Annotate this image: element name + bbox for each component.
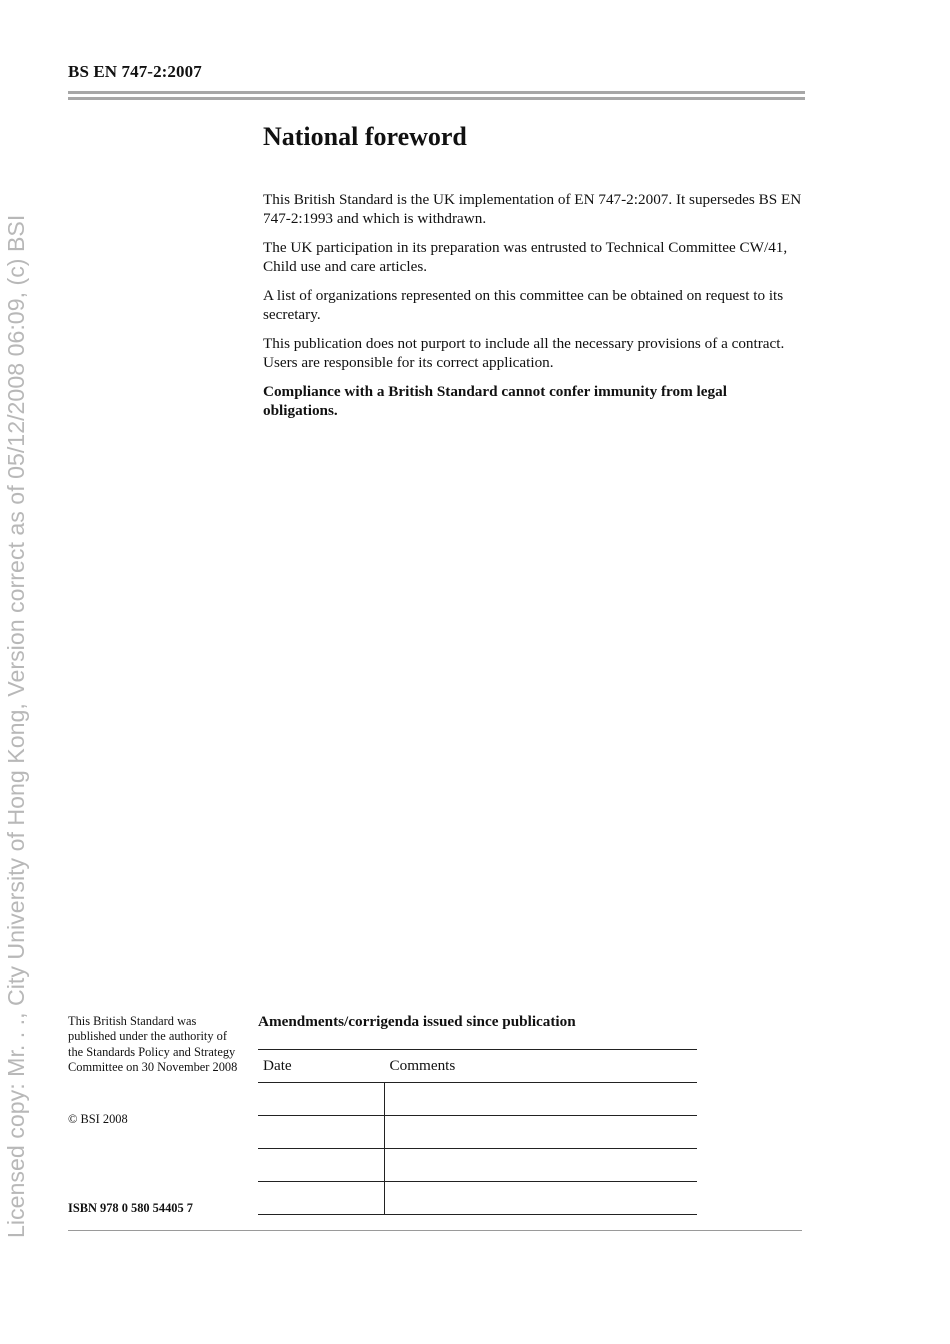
foreword-paragraph-provisions: This publication does not purport to include all the necessary provisions of a contract. Users are responsible for its correct application. xyxy=(263,335,785,371)
foreword-paragraph-organizations: A list of organizations represented on this committee can be obtained on request to its secretary. xyxy=(263,287,784,323)
license-watermark: Licensed copy: Mr. . ., City University of Hong Kong, Version correct as of 05/12/2008 06:09, (c) BSI xyxy=(3,214,29,1238)
foreword-paragraph-implementation: This British Standard is the UK implementation of EN 747-2:2007. It supersedes BS EN 747-2:1993 and which is withdrawn. xyxy=(263,191,802,227)
header-rule-top xyxy=(68,91,805,94)
amendments-title: Amendments/corrigenda issued since publication xyxy=(258,1013,576,1030)
column-header-comments: Comments xyxy=(385,1050,698,1083)
footer-rule xyxy=(68,1230,802,1231)
table-row xyxy=(258,1083,697,1116)
compliance-note: Compliance with a British Standard cannot confer immunity from legal obligations. xyxy=(263,383,727,419)
column-header-date: Date xyxy=(258,1050,385,1083)
date-cell xyxy=(258,1083,385,1116)
header-rule-bottom xyxy=(68,97,805,100)
table-row xyxy=(258,1149,697,1182)
date-cell xyxy=(258,1116,385,1149)
date-cell xyxy=(258,1182,385,1215)
comments-cell xyxy=(385,1116,698,1149)
isbn-number: ISBN 978 0 580 54405 7 xyxy=(68,1201,193,1215)
table-row xyxy=(258,1116,697,1149)
national-foreword-section xyxy=(263,120,803,430)
publication-note: This British Standard was published under the authority of the Standards Policy and Strategy Committee on 30 November 2008 xyxy=(68,1014,238,1074)
date-cell xyxy=(258,1149,385,1182)
document-code: BS EN 747-2:2007 xyxy=(68,62,202,81)
comments-cell xyxy=(385,1149,698,1182)
table-row xyxy=(258,1182,697,1215)
amendments-table xyxy=(258,1049,697,1215)
foreword-paragraph-participation: The UK participation in its preparation was entrusted to Technical Committee CW/41, Child use and care articles. xyxy=(263,239,788,275)
comments-cell xyxy=(385,1182,698,1215)
table-header-row xyxy=(258,1050,697,1083)
comments-cell xyxy=(385,1083,698,1116)
copyright-notice: © BSI 2008 xyxy=(68,1112,128,1126)
foreword-title: National foreword xyxy=(263,122,467,151)
